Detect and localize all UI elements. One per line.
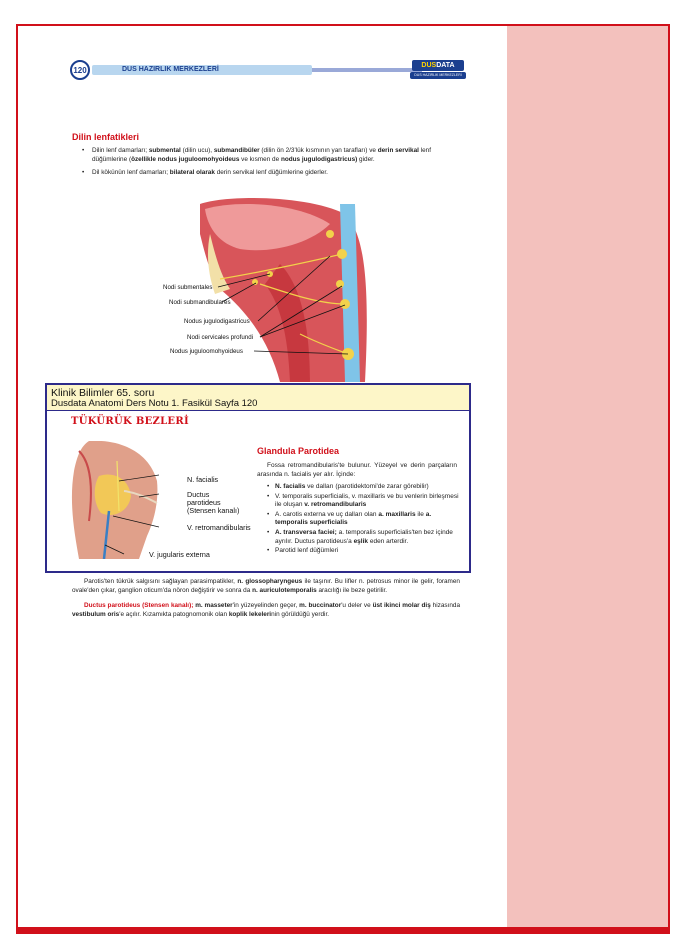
label-nodi-cervicales-profundi: Nodi cervicales profundi [187,334,254,341]
label-nodus-juguloomohyoideus: Nodus juguloomohyoideus [170,348,243,355]
glandula-parotidea-title: Glandula Parotidea [257,446,340,456]
list-item: • V. temporalis superficialis, v. maxillaris ve bu venlerin birleşmesi ile oluşan v. retromandibularis [267,493,459,510]
list-item: • Parotid lenf düğümleri [267,547,459,556]
label-n-facialis: N. facialis [187,475,219,484]
inset-title: TÜKÜRÜK BEZLERİ [71,416,189,427]
lymph-bullets [80,146,460,181]
list-item: • A. transversa faciei; a. temporalis superficialis'ten bez içinde ayrılır. Ductus parotideus'a eşlik eden arterdir. [267,529,459,546]
inset-header [47,385,469,411]
parasympathetic-paragraph: Parotis'ten tükrük salgısını sağlayan parasimpatikler, n. glossopharyngeus ile taşınır. Bu lifler n. petrosus minor ile gelir, foramen ovale'den çıkar, ganglion oticum'da nöron değiştirir ve sonra da n. auriculotemporalis aracılığı ile beze getirilir. [72,578,460,594]
tongue-lymph-figure [160,194,382,382]
logo-text: DUSDATA [412,60,464,71]
ductus-parotideus-paragraph: Ductus parotideus (Stensen kanalı); m. masseter'in yüzeyelinden geçer, m. buccinator'u deler ve üst ikinci molar diş hizasında vestibulum oris'e açılır. Kızamıkta patognomonik olan koplik lekelerinin görüldüğü yerdir. [72,602,461,618]
label-v-retromandibularis: V. retromandibularis [187,523,251,532]
bottom-bar [16,928,670,934]
bullet-item: • Dil kökünün lenf damarları; bilateral olarak derin servikal lenf düğümlerine giderler. [80,168,460,177]
header-line [312,68,422,72]
label-nodi-submandibulares: Nodi submandibulares [169,299,231,306]
question-reference: Klinik Bilimler 65. soru [51,387,155,399]
label-parotideus: parotideus [187,498,221,507]
label-nodi-submentales: Nodi submentales [163,284,213,291]
page-number: 120 [70,60,90,80]
list-item: • N. facialis ve dalları (parotidektomi'de zarar görebilir) [267,483,459,492]
parotid-contents-list [267,483,459,557]
label-nodus-jugulodigastricus: Nodus jugulodigastricus [184,318,250,325]
section-title: Dilin lenfatikleri [72,132,140,142]
bullet-item: • Dilin lenf damarları; submental (dilin ucu), submandibüler (dilin ön 2/3'lük kısmının yan tarafları) ve derin servikal lenf düğümlerine (özellikle nodus juguloomohyoideus ve kısmen de nodus jugulodigastricus) gider. [80,146,460,164]
source-reference: Dusdata Anatomi Ders Notu 1. Fasikül Sayfa 120 [51,398,258,409]
exam-question-inset [45,383,471,573]
label-v-jugularis-externa: V. jugularis externa [149,550,210,559]
list-item: • A. carotis externa ve uç dalları olan a. maxillaris ile a. temporalis superficialis [267,511,459,528]
glandula-parotidea-intro: Fossa retromandibularis'te bulunur. Yüzeyel ve derin parçaların arasında n. facialis yer alır. İçinde: [257,462,457,478]
page-header [70,60,465,80]
label-ductus: Ductus [187,490,210,499]
header-band: DUS HAZIRLIK MERKEZLERİ [92,65,312,75]
parotid-illustration [69,441,159,559]
label-stensen-kanali: (Stensen kanalı) [187,506,240,515]
logo-subtitle: DUS HAZIRLIK MERKEZLERİ [410,72,466,79]
dusdata-logo [410,60,466,80]
parotid-figure [69,441,159,559]
